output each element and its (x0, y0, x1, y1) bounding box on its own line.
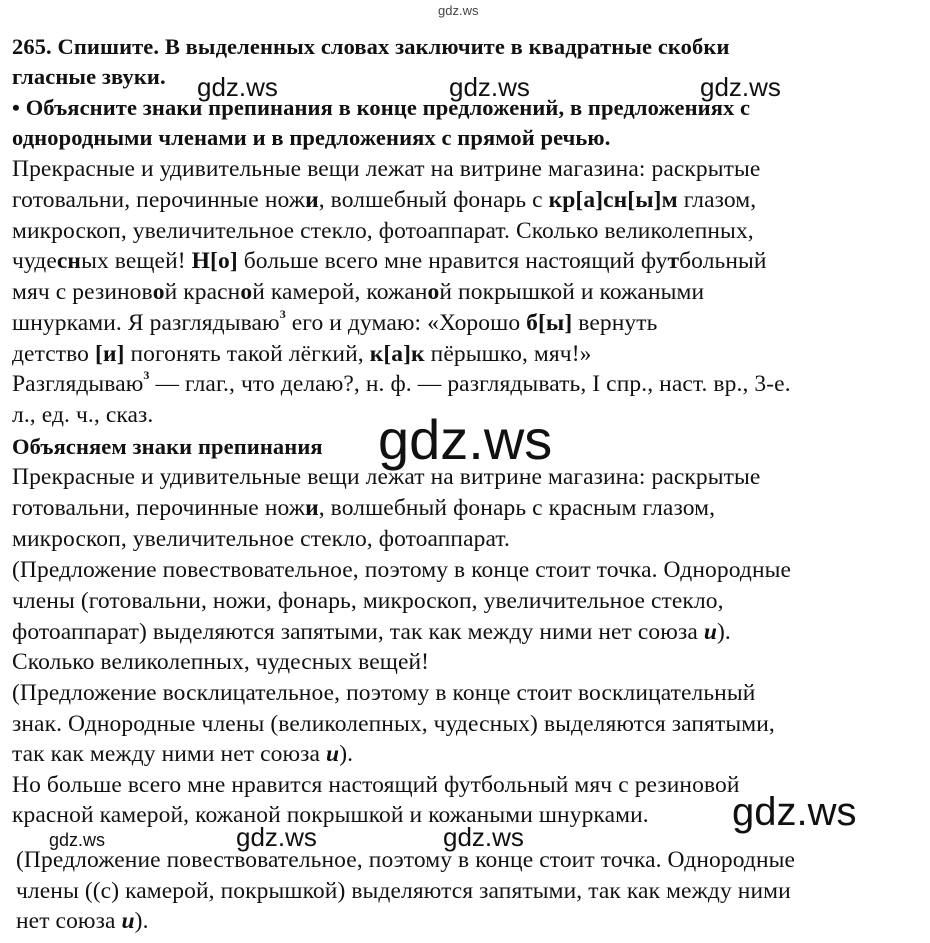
text-fragment: чуде (12, 248, 57, 274)
explain-line-2 (12, 493, 715, 523)
text-fragment: ых вещей! (81, 248, 192, 274)
text-line-4 (12, 246, 767, 276)
watermark-3: gdz.ws (700, 72, 781, 102)
text-fragment: детство (12, 341, 96, 367)
text-fragment: погонять такой лёгкий, (124, 341, 370, 367)
explain-line-3: микроскоп, увеличительное стекло, фотоаппарат. (12, 526, 510, 552)
text-fragment: фотоаппарат) выделяются запятыми, так как между ними нет союза (12, 619, 704, 645)
text-fragment: мяч с резинов (12, 279, 153, 305)
watermark-right: gdz.ws (732, 790, 857, 834)
highlight-vowel: о (152, 279, 165, 305)
text-line-5 (12, 277, 704, 307)
text-fragment: больный (679, 248, 767, 274)
watermark-1: gdz.ws (197, 72, 278, 102)
text-fragment: пёрышко, мяч!» (424, 341, 592, 367)
text-fragment: больше всего мне нравится настоящий фу (237, 248, 668, 274)
text-fragment: шнурками. Я разглядываю (12, 310, 280, 336)
explain-line-12: красной камерой, кожаной покрышкой и кожаными шнурками. (12, 802, 649, 828)
text-line-3: микроскоп, увеличительное стекло, фотоаппарат. Сколько великолепных, (12, 218, 754, 244)
watermark-2: gdz.ws (449, 72, 530, 102)
text-fragment: глазом, (677, 187, 757, 213)
footnote-mark: 3 (279, 307, 286, 322)
explain-line-9: знак. Однородные члены (великолепных, чудесных) выделяются запятыми, (12, 711, 775, 737)
explain-heading: Объясняем знаки препинания (12, 434, 323, 459)
text-fragment: — глаг., что делаю?, н. ф. — разглядывать, I спр., наст. вр., 3-е. (149, 371, 791, 397)
footnote-mark: 3 (143, 368, 150, 383)
highlight-word: [и] (95, 341, 125, 367)
highlight-word: к[а]к (369, 341, 425, 367)
text-fragment: й покрышкой и кожаными (439, 279, 705, 305)
explain-line-10 (12, 739, 353, 769)
highlight-word: б[ы] (526, 310, 573, 336)
text-fragment: так как между ними нет союза (12, 741, 327, 767)
explain-line-6 (12, 617, 731, 647)
text-fragment: ). (717, 619, 731, 645)
task-line-4: однородными членами и в предложениях с прямой речью. (12, 125, 611, 150)
highlight-letters: сн (56, 248, 82, 274)
text-fragment: , волшебный фонарь с (318, 187, 549, 213)
highlight-word: кр[а]сн[ы]м (548, 187, 678, 213)
explain-line-13: (Предложение повествовательное, поэтому в конце стоит точка. Однородные (16, 847, 796, 873)
explain-line-8: (Предложение восклицательное, поэтому в конце стоит восклицательный (12, 680, 756, 706)
conjunction: и (703, 619, 717, 645)
text-fragment: вернуть (572, 310, 658, 336)
text-fragment: й камерой, кожан (252, 279, 428, 305)
text-fragment: ). (339, 741, 354, 767)
explain-line-5: члены (готовальни, ножи, фонарь, микроскоп, увеличительное стекло, (12, 588, 724, 614)
text-fragment: ). (134, 908, 149, 934)
text-line-6 (12, 308, 657, 338)
task-line-2: гласные звуки. (12, 64, 166, 89)
text-fragment: й красн (164, 279, 241, 305)
text-line-7 (12, 339, 592, 369)
highlight-word: Н[о] (191, 248, 238, 274)
highlight-vowel: и (305, 495, 319, 521)
text-line-8 (12, 369, 791, 399)
conjunction: и (121, 908, 135, 934)
highlight-letters: т (667, 248, 680, 274)
explain-line-15 (16, 906, 149, 936)
task-line-1: 265. Спишите. В выделенных словах заключите в квадратные скобки (12, 34, 730, 59)
conjunction: и (326, 741, 340, 767)
explain-line-11: Но больше всего мне нравится настоящий футбольный мяч с резиновой (12, 772, 740, 798)
watermark-4: gdz.ws (49, 830, 106, 850)
text-fragment: готовальни, перочинные нож (12, 187, 306, 213)
text-fragment: нет союза (16, 908, 122, 934)
text-line-1: Прекрасные и удивительные вещи лежат на витрине магазина: раскрытые (12, 156, 761, 182)
explain-line-7: Сколько великолепных, чудесных вещей! (12, 649, 430, 675)
task-line-3: • Объясните знаки препинания в конце предложений, в предложениях с (12, 95, 751, 120)
highlight-vowel: и (305, 187, 319, 213)
text-fragment: , волшебный фонарь с красным глазом, (318, 495, 716, 521)
highlight-vowel: о (240, 279, 253, 305)
text-fragment: готовальни, перочинные нож (12, 495, 306, 521)
text-fragment: его и думаю: «Хорошо (285, 310, 527, 336)
watermark-5: gdz.ws (236, 822, 317, 852)
text-line-9: л., ед. ч., сказ. (12, 402, 154, 428)
explain-line-4: (Предложение повествовательное, поэтому в конце стоит точка. Однородные (12, 557, 792, 583)
watermark-center: gdz.ws (378, 408, 553, 471)
watermark-top: gdz.ws (438, 3, 479, 18)
highlight-vowel: о (427, 279, 440, 305)
explain-line-14: члены ((с) камерой, покрышкой) выделяются запятыми, так как между ними (16, 878, 791, 904)
watermark-6: gdz.ws (443, 822, 524, 852)
text-line-2 (12, 185, 756, 215)
text-fragment: Разглядываю (12, 371, 144, 397)
explain-line-1: Прекрасные и удивительные вещи лежат на витрине магазина: раскрытые (12, 464, 761, 490)
